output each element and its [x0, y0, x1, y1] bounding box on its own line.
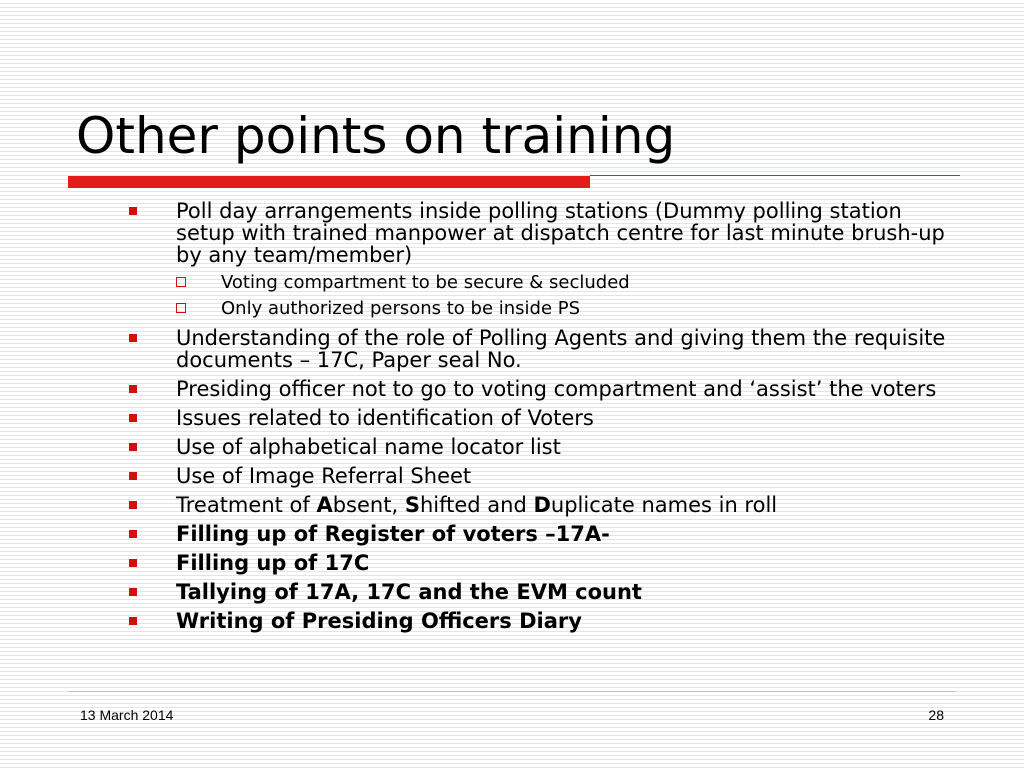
bullet-text-segment: A	[316, 493, 333, 517]
bullet-item	[126, 523, 956, 545]
sub-bullet-text: Voting compartment to be secure & secluded	[221, 272, 630, 293]
sub-bullet-list	[176, 272, 956, 320]
bullet-item	[126, 407, 956, 429]
square-bullet-icon	[129, 559, 137, 567]
bullet-text-segment: D	[533, 493, 551, 517]
footer-date: 13 March 2014	[80, 707, 174, 723]
square-bullet-icon	[129, 501, 137, 509]
bullet-text: Understanding of the role of Polling Agents and giving them the requisite documents – 17C, Paper seal No.	[176, 326, 946, 372]
sub-bullet-item	[176, 298, 956, 320]
bullet-text-segment: S	[404, 493, 420, 517]
square-bullet-icon	[129, 385, 137, 393]
square-bullet-icon	[129, 207, 137, 215]
title-underline-thick	[68, 176, 590, 188]
bullet-item	[126, 378, 956, 400]
bullet-item	[126, 610, 956, 632]
bullet-text-segment: uplicate names in roll	[550, 493, 778, 517]
bullet-text: Use of alphabetical name locator list	[176, 435, 561, 459]
bullet-text: Writing of Presiding Officers Diary	[176, 609, 582, 633]
bullet-item	[126, 436, 956, 458]
footer-divider	[68, 691, 956, 692]
hollow-square-bullet-icon	[176, 303, 186, 313]
page-number: 28	[928, 707, 944, 723]
square-bullet-icon	[129, 334, 137, 342]
square-bullet-icon	[129, 588, 137, 596]
bullet-text: Filling up of 17C	[176, 551, 370, 575]
bullet-item	[126, 200, 956, 320]
sub-bullet-item	[176, 272, 956, 294]
bullet-text: Tallying of 17A, 17C and the EVM count	[176, 580, 642, 604]
square-bullet-icon	[129, 443, 137, 451]
square-bullet-icon	[129, 414, 137, 422]
bullet-text: Filling up of Register of voters –17A-	[176, 522, 610, 546]
square-bullet-icon	[129, 617, 137, 625]
square-bullet-icon	[129, 530, 137, 538]
title-underline-thin	[590, 175, 960, 176]
bullet-text: Presiding officer not to go to voting compartment and ‘assist’ the voters	[176, 377, 937, 401]
bullet-item	[126, 465, 956, 487]
bullet-text: Issues related to identification of Voters	[176, 406, 594, 430]
bullet-text-segment: Treatment of	[176, 493, 317, 517]
bullet-text: Poll day arrangements inside polling stations (Dummy polling station setup with trained manpower at dispatch centre for last minute brush-up by any team/member)	[176, 199, 945, 267]
sub-bullet-text: Only authorized persons to be inside PS	[221, 298, 581, 319]
hollow-square-bullet-icon	[176, 277, 186, 287]
slide-title: Other points on training	[76, 107, 676, 165]
bullet-item	[126, 581, 956, 603]
bullet-text	[176, 493, 777, 517]
bullet-item	[126, 552, 956, 574]
bullet-item	[126, 494, 956, 516]
bullet-text: Use of Image Referral Sheet	[176, 464, 472, 488]
bullet-list	[126, 200, 956, 639]
square-bullet-icon	[129, 472, 137, 480]
bullet-item	[126, 327, 956, 371]
bullet-text-segment: bsent,	[332, 493, 405, 517]
bullet-text-segment: hifted and	[419, 493, 534, 517]
